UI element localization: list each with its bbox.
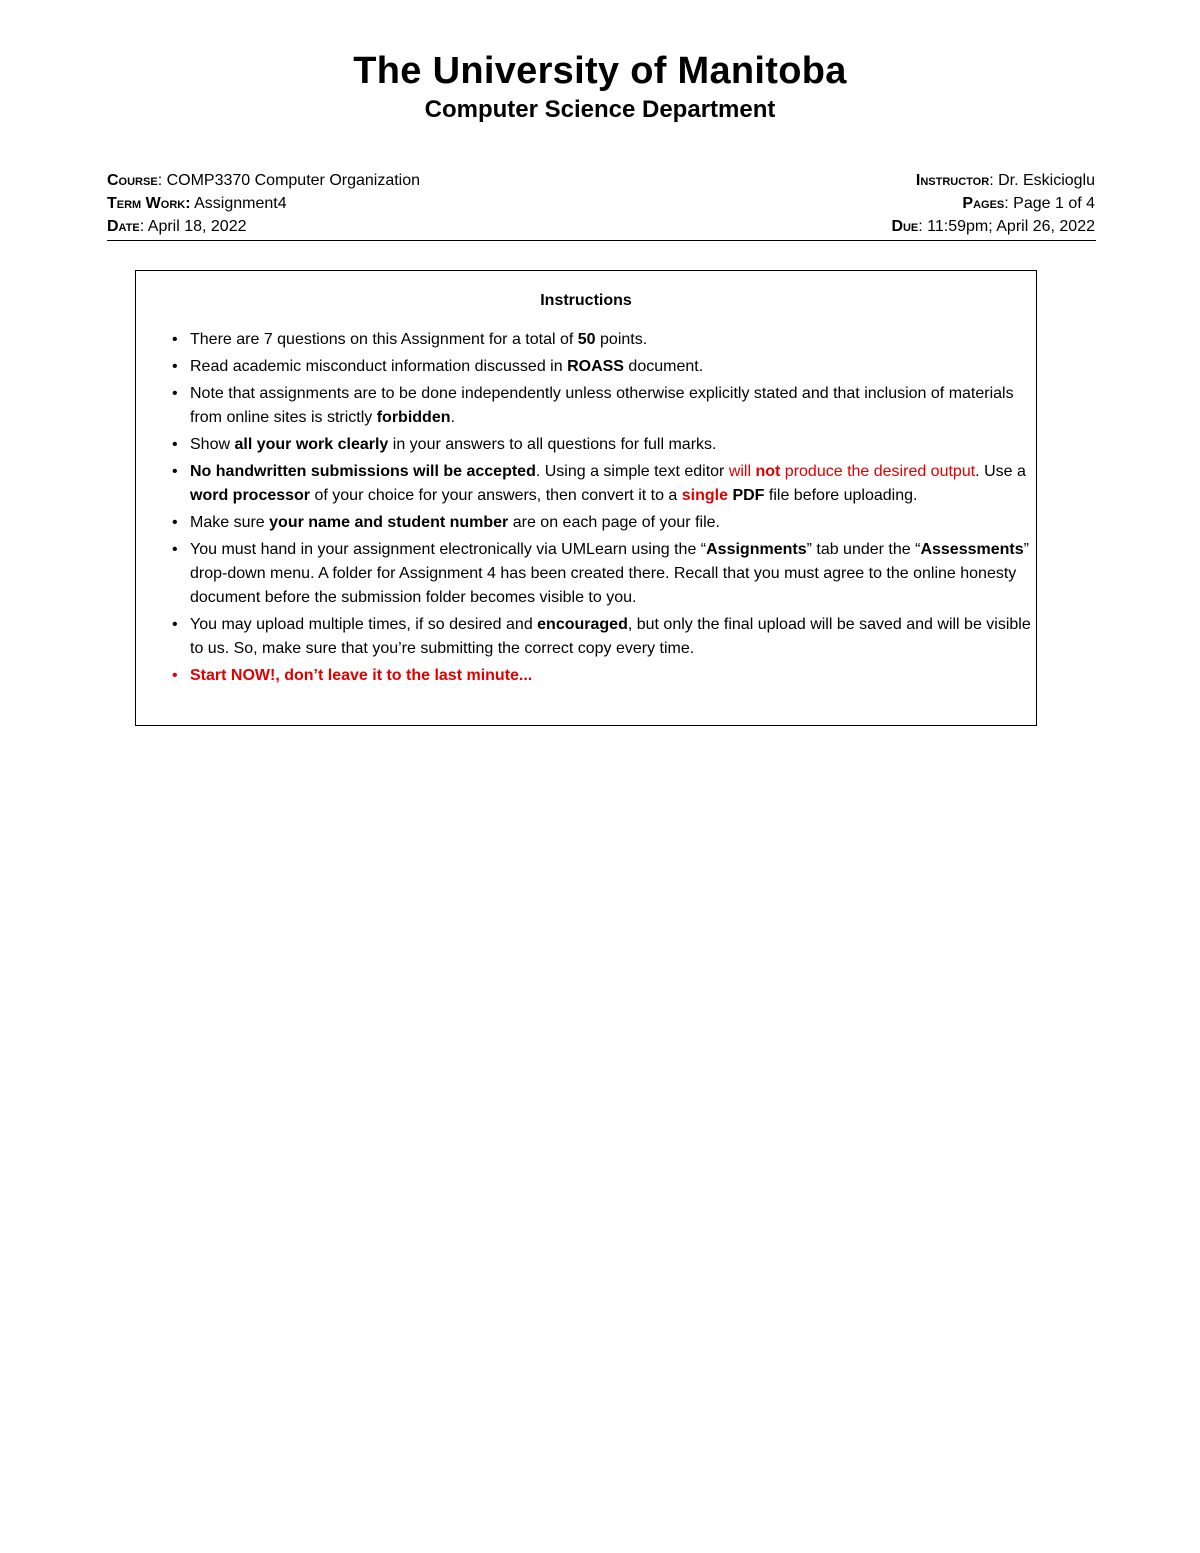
item-bold: your name and student number	[269, 514, 509, 531]
item-bold: PDF	[732, 487, 765, 504]
item-text: of your choice for your answers, then convert it to a	[310, 487, 682, 504]
pages-value: Page 1 of 4	[1013, 195, 1095, 212]
list-item	[172, 460, 1032, 508]
instructions-title: Instructions	[540, 292, 632, 309]
list-item	[172, 664, 1032, 688]
item-red: produce the desired output	[780, 463, 976, 480]
item-text: ” tab under the “	[806, 541, 921, 558]
item-text: in your answers to all questions for full marks.	[388, 436, 717, 453]
item-text: document.	[623, 358, 704, 375]
item-text: Show	[190, 436, 235, 453]
item-bold: encouraged	[537, 616, 628, 633]
meta-row-date	[107, 215, 1095, 238]
list-item	[172, 382, 1032, 430]
pages-field: Pages: Page 1 of 4	[962, 195, 1095, 212]
item-text: You may upload multiple times, if so desired and	[190, 616, 538, 633]
list-item	[172, 511, 1032, 535]
item-text: . Use a	[975, 463, 1026, 480]
course-info-block	[107, 169, 1095, 238]
item-text: , but only the final upload will be saved and will be visible to us. So, make sure that you’re submitting the correct copy every time.	[190, 616, 1031, 657]
due-value: 11:59pm; April 26, 2022	[927, 218, 1095, 235]
list-item	[172, 355, 1032, 379]
bullet-icon: •	[172, 616, 178, 633]
item-red-bold: not	[755, 463, 781, 480]
bullet-icon: •	[172, 463, 178, 480]
list-item	[172, 433, 1032, 457]
item-text: . Using a simple text editor	[535, 463, 729, 480]
instructor-label: Instructor	[915, 172, 990, 189]
item-bold: forbidden	[376, 409, 451, 426]
list-item	[172, 613, 1032, 661]
bullet-icon: •	[172, 514, 178, 531]
item-text: .	[450, 409, 455, 426]
item-bold: all your work clearly	[234, 436, 389, 453]
due-field: Due: 11:59pm; April 26, 2022	[891, 218, 1095, 235]
item-bold: No handwritten submissions will be accepted	[190, 463, 536, 480]
date-label: Date	[107, 218, 140, 235]
bullet-icon: •	[172, 358, 178, 375]
list-item	[172, 328, 1032, 352]
bullet-icon: •	[172, 436, 178, 453]
bullet-icon: •	[172, 541, 178, 558]
instructor-field: Instructor: Dr. Eskicioglu	[915, 172, 1095, 189]
termwork-field	[107, 192, 287, 215]
instructions-list	[172, 328, 1032, 691]
course-value: COMP3370 Computer Organization	[166, 172, 421, 189]
item-text: Note that assignments are to be done independently unless otherwise explicitly stated and that inclusion of materials from online sites is strictly	[190, 385, 1014, 426]
item-bold: Assignments	[706, 541, 807, 558]
item-text: file before uploading.	[764, 487, 918, 504]
item-text: Make sure	[190, 514, 270, 531]
termwork-value: Assignment4	[194, 195, 287, 212]
university-title: The University of Manitoba	[353, 50, 847, 92]
item-bold: Assessments	[920, 541, 1024, 558]
item-text: There are 7 questions on this Assignment for a total of	[190, 331, 578, 348]
item-text: Read academic misconduct information discussed in	[190, 358, 568, 375]
item-bold: word processor	[190, 487, 311, 504]
course-label: Course	[107, 172, 158, 189]
due-label: Due	[891, 218, 919, 235]
item-text: You must hand in your assignment electronically via UMLearn using the “	[190, 541, 707, 558]
item-text: ” drop-down menu. A folder for Assignment 4 has been created there. Recall that you must agree to the online honesty document before the submission folder becomes visible to you.	[190, 541, 1029, 606]
item-red: will	[728, 463, 756, 480]
bullet-icon: •	[172, 331, 178, 348]
date-field: Date: April 18, 2022	[107, 218, 247, 235]
course-field: Course: COMP3370 Computer Organization	[107, 172, 421, 189]
termwork-label: Term Work:	[107, 195, 191, 212]
header-divider	[107, 240, 1096, 241]
meta-row-course	[107, 169, 1095, 192]
pages-label: Pages	[962, 195, 1005, 212]
bullet-icon: •	[172, 385, 178, 402]
meta-row-termwork	[107, 192, 1095, 215]
bullet-icon: •	[172, 667, 178, 684]
item-bold: ROASS	[567, 358, 624, 375]
instructor-value: Dr. Eskicioglu	[998, 172, 1095, 189]
item-red-bold: single	[681, 487, 728, 504]
date-value: April 18, 2022	[147, 218, 247, 235]
item-bold: 50	[577, 331, 596, 348]
list-item	[172, 538, 1032, 610]
item-red-bold: Start NOW!, don’t leave it to the last minute...	[190, 667, 533, 684]
department-title: Computer Science Department	[424, 96, 776, 123]
item-text: are on each page of your file.	[508, 514, 720, 531]
item-text: points.	[595, 331, 648, 348]
